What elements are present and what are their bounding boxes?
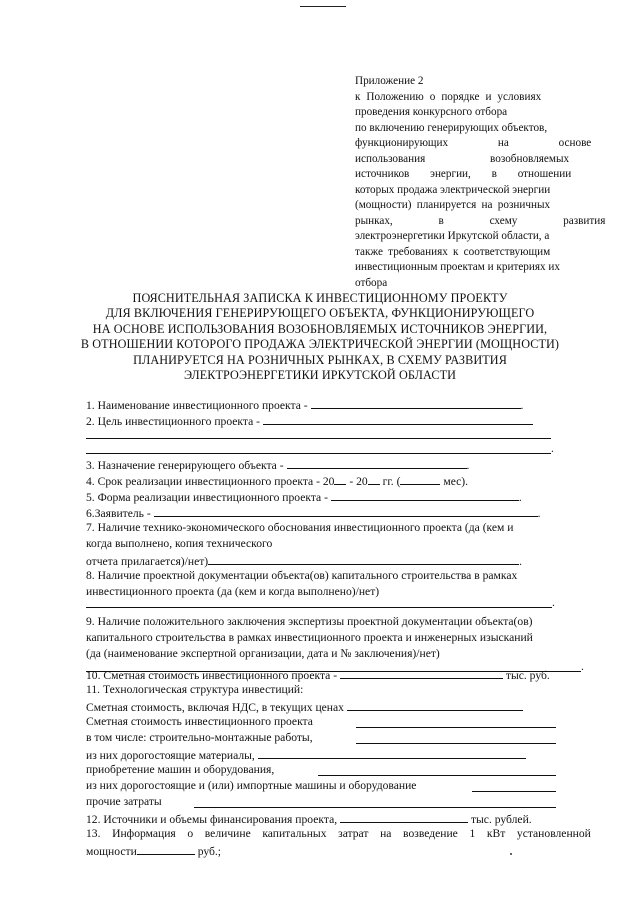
project-goal-blank-line[interactable] <box>86 453 551 454</box>
object-purpose-blank[interactable] <box>287 456 467 469</box>
period: . <box>518 491 522 504</box>
project-cost-blank[interactable] <box>356 727 556 728</box>
item-project-goal <box>86 412 533 427</box>
end-year-blank[interactable] <box>368 472 380 485</box>
cost-incl-vat-blank[interactable] <box>347 698 523 711</box>
structure-row <box>86 794 162 809</box>
appendix-line: Приложение 2 <box>355 75 424 87</box>
document-title <box>80 291 560 383</box>
item-funding <box>86 810 532 825</box>
item-label: 2. Цель инвестиционного проекта - <box>86 415 261 428</box>
appendix-line: функционирующих на основе <box>355 137 592 149</box>
appendix-line: проведения конкурсного отбора <box>355 106 508 118</box>
appendix-line: источников энергии, в отношении <box>355 168 572 180</box>
item-label: отчета прилагается)/нет) <box>86 555 209 568</box>
item-word: затрат <box>338 827 369 840</box>
item-capex-per-kw-cont <box>86 842 221 857</box>
item-capex-per-kw <box>86 826 591 841</box>
project-goal-blank[interactable] <box>263 412 533 425</box>
item-term <box>86 472 468 487</box>
term-years-label: гг. ( <box>382 475 401 488</box>
item-label: 6.Заявитель - <box>86 507 151 520</box>
appendix-line: использования возобновляемых <box>355 152 570 165</box>
item-word: кВт <box>486 827 506 840</box>
item-design-docs-cont: инвестиционного проекта (да (кем и когда выполнено)/нет) <box>86 585 380 598</box>
item-label: из них дорогостоящие и (или) импортные машины и оборудование <box>86 779 417 792</box>
item-expertise-cont: (да (наименование экспертной организации, дата и № заключения)/нет) <box>86 647 440 660</box>
construction-works-blank[interactable] <box>356 743 556 744</box>
imported-equipment-blank[interactable] <box>472 791 556 792</box>
estimated-cost-blank[interactable] <box>340 666 503 679</box>
period: . <box>551 442 554 455</box>
item-form <box>86 488 522 503</box>
implementation-form-blank[interactable] <box>331 488 519 501</box>
unit-label: тыс. рублей. <box>470 813 532 826</box>
start-year-blank[interactable] <box>334 472 346 485</box>
item-label: 10. Сметная стоимость инвестиционного проекта - <box>86 669 338 682</box>
appendix-line: также требованиях к соответствующим <box>355 245 551 258</box>
item-label: 5. Форма реализации инвестиционного проекта - <box>86 491 328 504</box>
structure-row <box>86 746 526 761</box>
title-line: ПОЯСНИТЕЛЬНАЯ ЗАПИСКА К ИНВЕСТИЦИОННОМУ ПРОЕКТУ <box>132 291 508 305</box>
item-word: о <box>187 827 194 840</box>
appendix-line: инвестиционным проектам и критериях их <box>355 261 560 273</box>
item-label: в том числе: строительно-монтажные работы, <box>86 731 313 744</box>
title-line: ЭЛЕКТРОЭНЕРГЕТИКИ ИРКУТСКОЙ ОБЛАСТИ <box>183 368 457 383</box>
item-label: Сметная стоимость, включая НДС, в текущих ценах <box>86 701 344 714</box>
item-design-docs: 8. Наличие проектной документации объекта(ов) капитального строительства в рамках <box>86 569 518 582</box>
period: . <box>520 399 524 412</box>
structure-row <box>86 730 313 745</box>
months-blank[interactable] <box>400 472 440 485</box>
period: . <box>466 459 470 472</box>
applicant-blank[interactable] <box>154 504 538 517</box>
item-estimated-cost <box>86 666 550 681</box>
unit-label: тыс. руб. <box>505 669 550 682</box>
stray-mark <box>510 853 512 855</box>
item-label: прочие затраты <box>86 795 162 808</box>
structure-row <box>86 698 523 713</box>
period: . <box>519 555 523 568</box>
period: . <box>552 596 555 609</box>
item-word: 13. <box>86 827 101 840</box>
title-line: ДЛЯ ВКЛЮЧЕНИЯ ГЕНЕРИРУЮЩЕГО ОБЪЕКТА, ФУНКЦИОНИРУЮЩЕГО <box>105 306 535 321</box>
item-expertise-cont: капитального строительства в рамках инвестиционного проекта и инженерных изысканий <box>86 631 533 644</box>
top-rule <box>300 6 346 7</box>
item-feasibility-cont: когда выполнено, копия технического <box>86 537 273 550</box>
title-line: В ОТНОШЕНИИ КОТОРОГО ПРОДАЖА ЭЛЕКТРИЧЕСКОЙ ЭНЕРГИИ (МОЩНОСТИ) <box>80 337 560 352</box>
item-label: 12. Источники и объемы финансирования проекта, <box>86 813 338 826</box>
item-project-name <box>86 396 523 411</box>
appendix-header <box>355 74 606 291</box>
structure-row <box>86 762 274 777</box>
design-docs-blank-line[interactable] <box>86 607 552 608</box>
period: . <box>537 507 541 520</box>
appendix-line: которых продажа электрической энергии <box>355 183 551 196</box>
item-word: капитальных <box>262 827 327 840</box>
appendix-line: (мощности) планируется на розничных <box>355 199 551 211</box>
item-structure: 11. Технологическая структура инвестиций: <box>86 683 304 696</box>
item-label: Сметная стоимость инвестиционного проекта <box>86 715 313 728</box>
funding-blank[interactable] <box>340 810 468 823</box>
item-label: 4. Срок реализации инвестиционного проекта - 20 <box>86 475 335 488</box>
appendix-line: по включению генерирующих объектов, <box>355 121 548 134</box>
project-name-blank[interactable] <box>311 396 521 409</box>
item-word: 1 <box>469 827 476 840</box>
term-sep: - 20 <box>349 475 368 488</box>
item-label: приобретение машин и оборудования, <box>86 763 275 776</box>
item-label: мощности <box>86 845 137 858</box>
structure-row <box>86 714 313 729</box>
item-label: из них дорогостоящие материалы, <box>86 749 255 762</box>
appendix-line: электроэнергетики Иркутской области, а <box>355 230 550 242</box>
item-feasibility-cont <box>86 552 522 567</box>
item-label: 3. Назначение генерирующего объекта - <box>86 459 284 472</box>
item-word: Информация <box>112 827 176 840</box>
item-word: на <box>380 827 392 840</box>
item-word: установленной <box>516 827 591 840</box>
period: . <box>581 660 584 673</box>
unit-label: руб.; <box>197 845 221 858</box>
expensive-materials-blank[interactable] <box>258 746 526 759</box>
appendix-line: рынках, в схему развития <box>355 214 606 227</box>
appendix-line: отбора <box>355 276 388 289</box>
item-object-purpose <box>86 456 469 471</box>
item-feasibility: 7. Наличие технико-экономического обоснования инвестиционного проекта (да (кем и <box>86 521 514 534</box>
other-costs-blank[interactable] <box>194 807 556 808</box>
item-word: величине <box>204 827 251 840</box>
item-expertise: 9. Наличие положительного заключения экспертизы проектной документации объекта(ов) <box>86 615 533 628</box>
capex-per-kw-blank[interactable] <box>137 842 195 855</box>
title-line: ПЛАНИРУЕТСЯ НА РОЗНИЧНЫХ РЫНКАХ, В СХЕМУ РАЗВИТИЯ <box>133 352 507 367</box>
item-word: возведение <box>403 827 458 840</box>
equipment-blank[interactable] <box>318 775 556 776</box>
project-goal-blank-line[interactable] <box>86 438 551 439</box>
item-applicant <box>86 504 541 519</box>
structure-row <box>86 778 416 793</box>
item-label: 1. Наименование инвестиционного проекта - <box>86 399 308 412</box>
appendix-line: к Положению о порядке и условиях <box>355 90 542 103</box>
term-months-label: мес). <box>443 475 469 488</box>
feasibility-blank[interactable] <box>208 552 519 565</box>
title-line: НА ОСНОВЕ ИСПОЛЬЗОВАНИЯ ВОЗОБНОВЛЯЕМЫХ ИСТОЧНИКОВ ЭНЕРГИИ, <box>92 321 548 336</box>
